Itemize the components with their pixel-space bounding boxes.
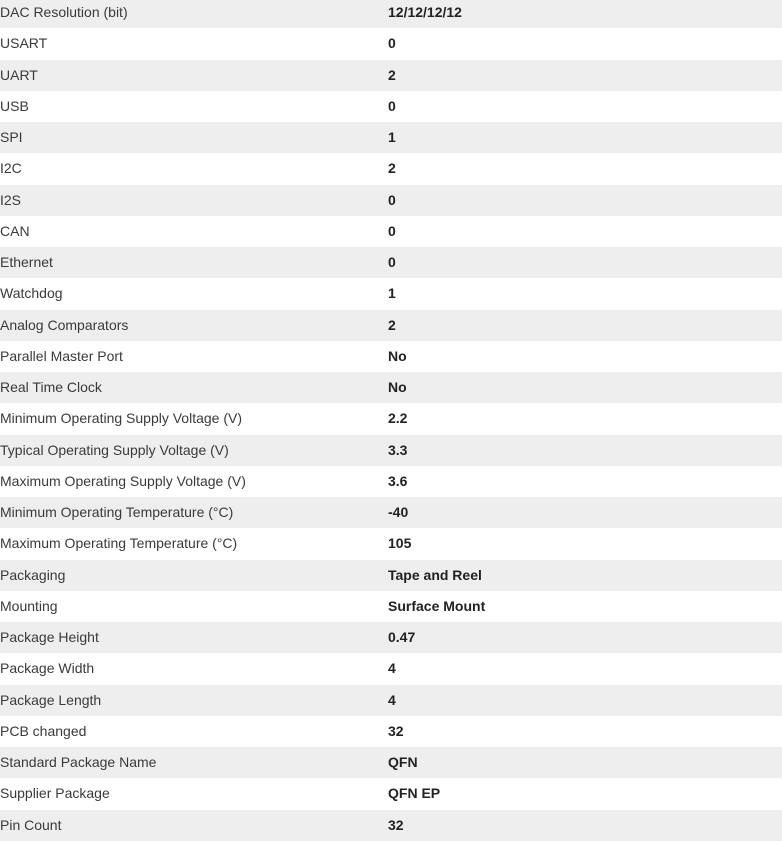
- table-row: [0, 810, 782, 841]
- spec-label: Supplier Package: [0, 785, 110, 802]
- table-row: [0, 466, 782, 497]
- spec-value: 0: [388, 254, 396, 270]
- spec-label: Package Height: [0, 629, 99, 645]
- spec-label: Real Time Clock: [0, 379, 102, 395]
- table-row: [0, 747, 782, 778]
- spec-label: Typical Operating Supply Voltage (V): [0, 441, 229, 458]
- table-row: [0, 91, 782, 122]
- table-row: [0, 247, 782, 278]
- spec-value: 2: [388, 66, 396, 83]
- table-row: [0, 122, 782, 153]
- spec-label: PCB changed: [0, 722, 87, 739]
- spec-value: 3.3: [388, 441, 408, 458]
- table-row: [0, 153, 782, 184]
- spec-value: 2: [388, 316, 396, 333]
- spec-label: Pin Count: [0, 816, 62, 833]
- spec-value: 4: [388, 660, 396, 677]
- spec-label: Maximum Operating Supply Voltage (V): [0, 472, 246, 489]
- table-row: [0, 403, 782, 434]
- table-row: [0, 591, 782, 622]
- table-row: [0, 653, 782, 684]
- spec-label: CAN: [0, 222, 30, 239]
- spec-value: 1: [388, 285, 396, 302]
- spec-value: QFN: [388, 754, 418, 770]
- table-row: [0, 341, 782, 372]
- table-row: [0, 310, 782, 341]
- table-row: [0, 528, 782, 559]
- spec-value: 0: [388, 191, 396, 208]
- spec-value: QFN EP: [388, 785, 441, 802]
- spec-value: 32: [388, 816, 404, 833]
- spec-label: USART: [0, 35, 48, 52]
- spec-value: 2.2: [388, 410, 408, 427]
- spec-label: Package Length: [0, 691, 102, 708]
- spec-value: 1: [388, 129, 396, 145]
- table-row: [0, 622, 782, 653]
- table-row: [0, 497, 782, 528]
- spec-label: Minimum Operating Supply Voltage (V): [0, 410, 242, 427]
- spec-label: I2S: [0, 191, 22, 208]
- spec-value: No: [388, 347, 407, 364]
- table-row: [0, 435, 782, 466]
- spec-label: Parallel Master Port: [0, 347, 123, 364]
- spec-label: I2C: [0, 160, 22, 177]
- table-row: [0, 185, 782, 216]
- spec-value: 32: [388, 722, 404, 739]
- spec-value: 0: [388, 35, 396, 52]
- table-row: [0, 60, 782, 91]
- spec-label: Package Width: [0, 660, 95, 677]
- table-row: [0, 778, 782, 809]
- spec-value: -40: [388, 504, 409, 520]
- table-row: [0, 716, 782, 747]
- table-row: [0, 372, 782, 403]
- spec-label: DAC Resolution (bit): [0, 4, 128, 20]
- spec-label: Standard Package Name: [0, 754, 157, 770]
- spec-value: 0: [388, 97, 396, 114]
- table-row: [0, 278, 782, 309]
- spec-label: Watchdog: [0, 285, 63, 302]
- spec-value: 0.47: [388, 629, 416, 645]
- spec-label: Packaging: [0, 566, 66, 583]
- spec-label: Analog Comparators: [0, 316, 129, 333]
- spec-label: USB: [0, 97, 29, 114]
- spec-value: No: [388, 379, 407, 395]
- spec-value: Surface Mount: [388, 597, 486, 614]
- spec-value: 4: [388, 691, 396, 708]
- table-row: [0, 0, 782, 28]
- spec-label: Ethernet: [0, 254, 53, 270]
- spec-value: 105: [388, 535, 412, 552]
- spec-label: SPI: [0, 129, 23, 145]
- spec-value: 12/12/12/12: [388, 4, 462, 20]
- spec-value: 3.6: [388, 472, 408, 489]
- spec-value: 2: [388, 160, 396, 177]
- table-row: [0, 685, 782, 716]
- table-row: [0, 216, 782, 247]
- spec-label: Mounting: [0, 597, 58, 614]
- table-row: [0, 28, 782, 59]
- spec-value: Tape and Reel: [388, 566, 482, 583]
- table-row: [0, 560, 782, 591]
- spec-value: 0: [388, 222, 396, 239]
- spec-label: Maximum Operating Temperature (°C): [0, 535, 238, 552]
- spec-label: UART: [0, 66, 38, 83]
- spec-label: Minimum Operating Temperature (°C): [0, 504, 234, 520]
